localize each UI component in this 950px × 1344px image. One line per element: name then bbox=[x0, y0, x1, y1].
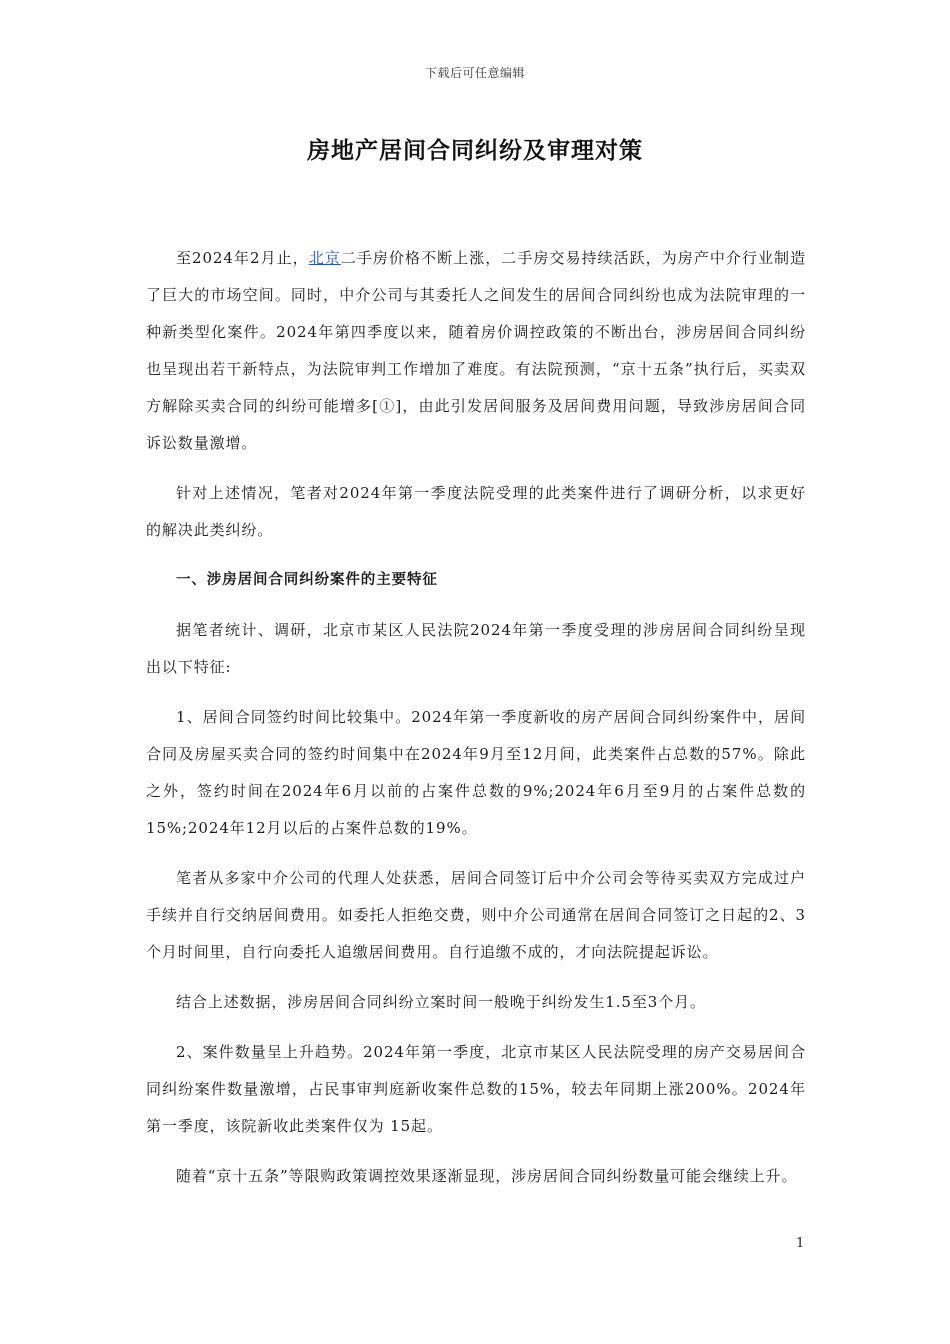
paragraph-filing-delay: 结合上述数据，涉房居间合同纠纷立案时间一般晚于纠纷发生1.5至3个月。 bbox=[176, 993, 706, 1011]
document-title: 房地产居间合同纠纷及审理对策 bbox=[307, 138, 643, 164]
section-heading-1: 一、涉房居间合同纠纷案件的主要特征 bbox=[176, 572, 438, 588]
paragraph-feature-2: 2、案件数量呈上升趋势。2024年第一季度，北京市某区人民法院受理的房产交易居间合同纠纷案件数量激增，占民事审判庭新收案件总数的15%，较去年同期上涨200%。2024年第一季度，该院新收此类案件仅为 15起。 bbox=[146, 1043, 806, 1135]
paragraph-agency-practice: 笔者从多家中介公司的代理人处获悉，居间合同签订后中介公司会等待买卖双方完成过户手续并自行交纳居间费用。如委托人拒绝交费，则中介公司通常在居间合同签订之日起的2、3个月时间里，自行向委托人追缴居间费用。自行追缴不成的，才向法院提起诉讼。 bbox=[146, 869, 806, 961]
paragraph-intro-start: 至2024年2月止， bbox=[176, 249, 309, 267]
paragraph-intro-rest: 二手房价格不断上涨，二手房交易持续活跃，为房产中介行业制造了巨大的市场空间。同时，中介公司与其委托人之间发生的居间合同纠纷也成为法院审理的一种新类型化案件。2024年第四季度以来，随着房价调控政策的不断出台，涉房居间合同纠纷也呈现出若干新特点，为法院审判工作增加了难度。有法院预测，“京十五条”执行后，买卖双方解除买卖合同的纠纷可能增多[①]，由此引发居间服务及居间费用问题，导致涉房居间合同诉讼数量激增。 bbox=[146, 249, 806, 452]
header-note: 下载后可任意编辑 bbox=[424, 66, 525, 80]
paragraph-purpose: 针对上述情况，笔者对2024年第一季度法院受理的此类案件进行了调研分析，以求更好的解决此类纠纷。 bbox=[146, 484, 806, 539]
paragraph-feature-1: 1、居间合同签约时间比较集中。2024年第一季度新收的房产居间合同纠纷案件中，居间合同及房屋买卖合同的签约时间集中在2024年9月至12月间，此类案件占总数的57%。除此之外，签约时间在2024年6月以前的占案件总数的9%;2024年6月至9月的占案件总数的15%;2024年12月以后的占案件总数的19%。 bbox=[146, 708, 806, 837]
page-number: 1 bbox=[796, 1236, 805, 1251]
beijing-link[interactable]: 北京 bbox=[308, 249, 341, 267]
paragraph-survey: 据笔者统计、调研，北京市某区人民法院2024年第一季度受理的涉房居间合同纠纷呈现出以下特征: bbox=[146, 621, 806, 676]
paragraph-outlook: 随着“京十五条”等限购政策调控效果逐渐显现，涉房居间合同纠纷数量可能会继续上升。 bbox=[176, 1167, 798, 1185]
paragraph-intro bbox=[146, 240, 806, 462]
document-body bbox=[146, 240, 806, 1208]
